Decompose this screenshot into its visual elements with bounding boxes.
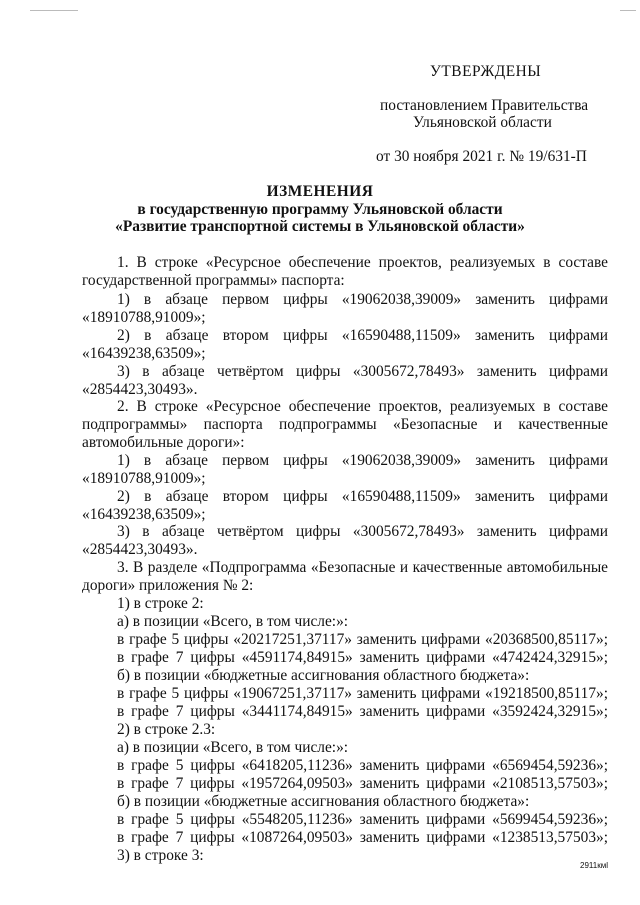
body-line: «18910788,91009»; xyxy=(82,309,206,326)
body-line: б) в позиции «бюджетные ассигнования областного бюджета»: xyxy=(117,667,530,684)
approval-line-1: постановлением Правительства xyxy=(380,97,589,114)
body-line: «2854423,30493». xyxy=(82,381,198,398)
scan-mark-left xyxy=(30,10,78,11)
body-line: 1) в абзаце первом цифры «19062038,39009» заменить цифрами xyxy=(117,452,608,469)
body-line: «2854423,30493». xyxy=(82,541,198,558)
body-line: 1) в строке 2: xyxy=(117,595,204,612)
heading-subtitle-1: в государственную программу Ульяновской области xyxy=(137,201,503,218)
body-line: а) в позиции «Всего, в том числе:»: xyxy=(117,613,349,630)
footer-code: 2911кмl xyxy=(580,861,608,870)
scan-mark-right xyxy=(620,10,636,11)
body-line: 3) в абзаце четвёртом цифры «3005672,78493» заменить цифрами xyxy=(117,523,608,540)
body-line: в графе 5 цифры «6418205,11236» заменить цифрами «6569454,59236»; xyxy=(117,757,608,774)
body-line: а) в позиции «Всего, в том числе:»: xyxy=(117,739,349,756)
body-line: в графе 7 цифры «1957264,09503» заменить цифрами «2108513,57503»; xyxy=(117,775,608,792)
approval-date: от 30 ноября 2021 г. № 19/631-П xyxy=(376,148,587,165)
body-line: в графе 7 цифры «4591174,84915» заменить цифрами «4742424,32915»; xyxy=(117,649,608,666)
body-line: 1) в абзаце первом цифры «19062038,39009» заменить цифрами xyxy=(117,291,608,308)
body-line: 3. В разделе «Подпрограмма «Безопасные и качественные автомобильные xyxy=(117,559,608,576)
body-line: 3) в абзаце четвёртом цифры «3005672,78493» заменить цифрами xyxy=(117,363,608,380)
approval-title: УТВЕРЖДЕНЫ xyxy=(430,63,542,80)
body-line: дороги» приложения № 2: xyxy=(82,577,254,594)
heading-subtitle-2: «Развитие транспортной системы в Ульяновской области» xyxy=(115,218,525,235)
body-line: в графе 5 цифры «5548205,11236» заменить цифрами «5699454,59236»; xyxy=(117,811,608,828)
body-line: 2) в абзаце втором цифры «16590488,11509» заменить цифрами xyxy=(117,327,608,344)
approval-line-2: Ульяновской области xyxy=(413,114,552,131)
body-line: в графе 7 цифры «1087264,09503» заменить цифрами «1238513,57503»; xyxy=(117,829,608,846)
body-line: в графе 7 цифры «3441174,84915» заменить цифрами «3592424,32915»; xyxy=(117,703,608,720)
body-line: государственной программы» паспорта: xyxy=(82,272,345,289)
body-line: б) в позиции «бюджетные ассигнования областного бюджета»: xyxy=(117,793,530,810)
body-line: в графе 5 цифры «20217251,37117» заменить цифрами «20368500,85117»; xyxy=(117,631,608,648)
body-line: автомобильные дороги»: xyxy=(82,434,245,451)
body-line: в графе 5 цифры «19067251,37117» заменить цифрами «19218500,85117»; xyxy=(117,685,608,702)
body-line: 3) в строке 3: xyxy=(117,847,204,864)
body-line: 1. В строке «Ресурсное обеспечение проектов, реализуемых в составе xyxy=(117,254,608,271)
body-line: «16439238,63509»; xyxy=(82,506,206,523)
body-line: «18910788,91009»; xyxy=(82,470,206,487)
body-line: 2) в строке 2.3: xyxy=(117,721,216,738)
heading-title: ИЗМЕНЕНИЯ xyxy=(266,183,374,200)
body-line: подпрограммы» паспорта подпрограммы «Безопасные и качественные xyxy=(82,416,608,433)
body-line: «16439238,63509»; xyxy=(82,345,206,362)
body-line: 2) в абзаце втором цифры «16590488,11509» заменить цифрами xyxy=(117,488,608,505)
body-line: 2. В строке «Ресурсное обеспечение проектов, реализуемых в составе xyxy=(117,398,608,415)
